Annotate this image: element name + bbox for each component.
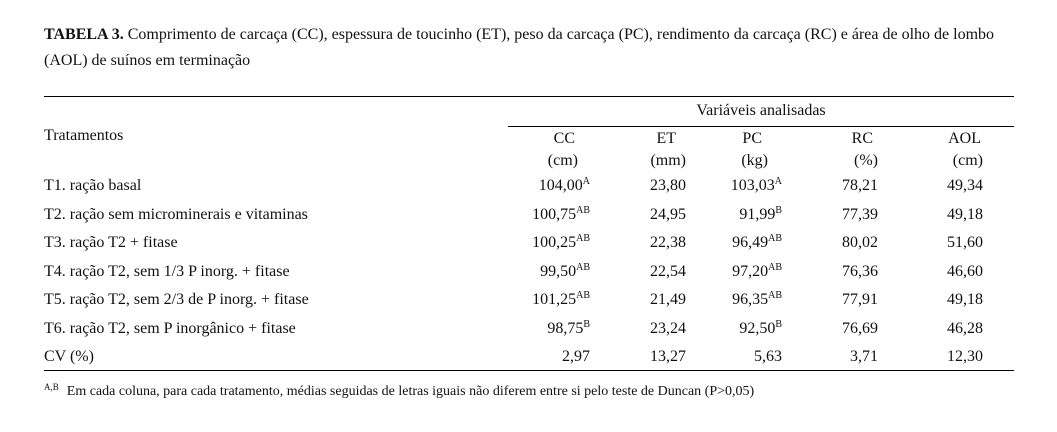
table-caption-label: TABELA 3. xyxy=(44,26,124,43)
column-name: CC xyxy=(553,130,575,147)
cell-aol xyxy=(947,172,983,200)
significance-letter: AB xyxy=(768,261,782,273)
cell-aol xyxy=(947,201,983,229)
cell-value: 96,35 xyxy=(732,291,769,308)
cell-value: 80,02 xyxy=(842,234,878,251)
cell-value: 78,21 xyxy=(842,177,878,194)
cell-rc xyxy=(842,286,878,314)
cell-value: 100,75 xyxy=(532,205,577,223)
cell-value: 2,97 xyxy=(562,348,590,365)
significance-letter: B xyxy=(775,204,782,216)
cell-rc xyxy=(842,315,878,343)
row-label: T5. ração T2, sem 2/3 de P inorg. + fitase xyxy=(44,291,309,308)
cell-pc xyxy=(739,315,782,343)
table-row xyxy=(44,286,1014,314)
significance-letter: A xyxy=(582,176,590,187)
cell-value: 101,25 xyxy=(532,291,577,308)
cell-value: 23,24 xyxy=(650,319,686,337)
cell-aol xyxy=(947,286,983,314)
cell-aol xyxy=(947,315,983,343)
cell-aol xyxy=(947,229,983,257)
column-name: PC xyxy=(742,130,762,147)
table-bottom-rule xyxy=(44,370,1014,371)
cell-et xyxy=(650,229,686,257)
row-label: T6. ração T2, sem P inorgânico + fitase xyxy=(44,319,296,337)
cell-value: 46,60 xyxy=(947,262,983,280)
cell-et xyxy=(650,315,686,343)
cell-value: 103,03 xyxy=(730,177,775,194)
significance-letter: B xyxy=(583,318,590,330)
column-header-cc xyxy=(520,128,578,172)
significance-letter: A xyxy=(774,176,782,187)
cell-pc xyxy=(731,172,782,200)
column-unit: (cm) xyxy=(952,152,983,169)
cell-cc xyxy=(547,315,590,343)
column-unit: (%) xyxy=(854,152,878,169)
table-caption xyxy=(44,22,1019,74)
cell-rc xyxy=(842,201,878,229)
cell-value: 98,75 xyxy=(547,319,584,337)
group-header: Variáveis analisadas xyxy=(696,102,826,119)
table-top-rule xyxy=(44,96,1014,97)
cell-aol xyxy=(947,258,983,286)
cell-value: 99,50 xyxy=(540,262,577,280)
column-name: RC xyxy=(851,130,873,147)
cell-value: 91,99 xyxy=(739,205,776,223)
significance-letter: AB xyxy=(768,290,782,301)
cell-value: 46,28 xyxy=(947,319,983,337)
cell-et xyxy=(650,286,686,314)
cell-value: 77,91 xyxy=(842,291,878,308)
cell-value: 12,30 xyxy=(947,348,983,365)
table-row xyxy=(44,172,1014,200)
cell-value: 92,50 xyxy=(739,319,776,337)
row-label: CV (%) xyxy=(44,348,94,365)
row-label: T1. ração basal xyxy=(44,177,142,194)
cell-value: 100,25 xyxy=(532,234,577,251)
cell-pc xyxy=(732,286,782,314)
cell-value: 96,49 xyxy=(732,234,769,251)
significance-letter: AB xyxy=(576,233,590,244)
cell-value: 97,20 xyxy=(732,262,769,280)
column-header-pc xyxy=(720,128,768,172)
cell-value: 21,49 xyxy=(650,291,686,308)
cell-cc xyxy=(532,286,590,314)
cell-et xyxy=(650,172,686,200)
group-header-rule xyxy=(508,126,1014,127)
table-row xyxy=(44,315,1014,343)
cell-value: 5,63 xyxy=(754,348,782,365)
cell-pc xyxy=(739,201,782,229)
significance-letter: AB xyxy=(576,290,590,301)
cell-value: 104,00 xyxy=(538,177,583,194)
cell-cc xyxy=(532,201,590,229)
cell-value: 49,18 xyxy=(947,205,983,223)
significance-letter: AB xyxy=(768,233,782,244)
cell-cc xyxy=(539,172,590,200)
significance-letter: AB xyxy=(576,261,590,273)
footnote xyxy=(44,382,754,402)
cell-pc xyxy=(754,343,782,371)
column-unit: (kg) xyxy=(741,152,768,169)
column-header-rc xyxy=(830,128,878,172)
table-row xyxy=(44,229,1014,257)
column-name: AOL xyxy=(948,130,981,147)
cell-value: 13,27 xyxy=(650,348,686,365)
table-row xyxy=(44,343,1014,371)
cell-rc xyxy=(842,258,878,286)
footnote-text: Em cada coluna, para cada tratamento, médias seguidas de letras iguais não diferem entre si pelo teste de Duncan (P>0,05) xyxy=(66,384,755,399)
row-label: T2. ração sem microminerais e vitaminas xyxy=(44,205,308,223)
cell-value: 22,54 xyxy=(650,262,686,280)
cell-value: 24,95 xyxy=(650,205,686,223)
cell-rc xyxy=(842,229,878,257)
cell-value: 23,80 xyxy=(650,177,686,194)
significance-letter: B xyxy=(775,318,782,330)
row-label: T4. ração T2, sem 1/3 P inorg. + fitase xyxy=(44,262,290,280)
cell-cc xyxy=(562,343,590,371)
cell-et xyxy=(650,258,686,286)
footnote-marker: A,B xyxy=(44,382,59,392)
cell-value: 3,71 xyxy=(850,348,878,365)
table-caption-text: Comprimento de carcaça (CC), espessura de toucinho (ET), peso da carcaça (PC), rendimento da carcaça (RC) e área de olho de lombo (AOL) de suínos em terminação xyxy=(44,26,995,69)
cell-cc xyxy=(532,229,590,257)
cell-rc xyxy=(842,172,878,200)
cell-value: 77,39 xyxy=(842,205,878,223)
cell-value: 76,69 xyxy=(842,319,878,337)
cell-cc xyxy=(540,258,590,286)
cell-aol xyxy=(947,343,983,371)
cell-value: 49,34 xyxy=(947,177,983,194)
cell-value: 51,60 xyxy=(947,234,983,251)
cell-value: 49,18 xyxy=(947,291,983,308)
column-name: ET xyxy=(656,130,676,147)
row-label: T3. ração T2 + fitase xyxy=(44,234,178,251)
table-row xyxy=(44,258,1014,286)
cell-pc xyxy=(732,258,782,286)
cell-et xyxy=(650,201,686,229)
cell-value: 76,36 xyxy=(842,262,878,280)
column-header-aol xyxy=(930,128,983,172)
cell-et xyxy=(650,343,686,371)
table-row xyxy=(44,201,1014,229)
column-unit: (cm) xyxy=(547,152,578,169)
cell-pc xyxy=(732,229,782,257)
significance-letter: AB xyxy=(576,204,590,216)
column-header-et xyxy=(630,128,686,172)
column-unit: (mm) xyxy=(650,152,686,169)
cell-rc xyxy=(850,343,878,371)
row-header: Tratamentos xyxy=(44,127,124,144)
cell-value: 22,38 xyxy=(650,234,686,251)
